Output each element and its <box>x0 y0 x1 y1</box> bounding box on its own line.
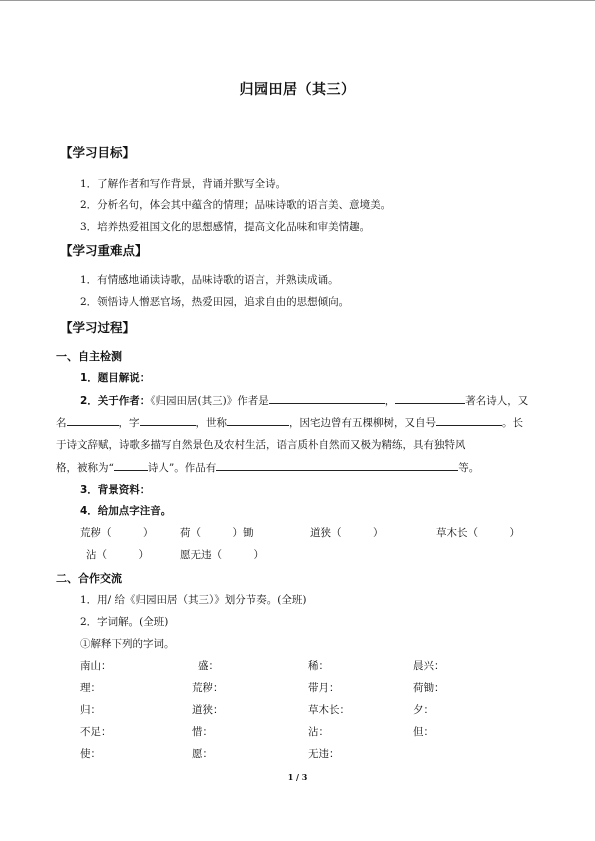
vocab-cell: 南山： <box>80 660 112 672</box>
blank-dynasty[interactable] <box>395 392 465 404</box>
vocab-cell: 不足： <box>80 726 112 738</box>
q3-label: 3．背景资料： <box>80 484 151 496</box>
objective-item-2: 2．分析名句，体会其中蕴含的情理；品味诗歌的语言美、意境美。 <box>80 199 392 211</box>
keypoints-heading: 【学习重难点】 <box>60 243 148 258</box>
phonetic-item[interactable]: 愿无违（ ） <box>180 549 264 561</box>
section1-heading: 一、自主检测 <box>56 350 122 363</box>
vocab-cell: 无违： <box>308 748 340 760</box>
section2-heading: 二、合作交流 <box>56 572 122 585</box>
vocab-cell: 荷锄： <box>413 682 445 694</box>
keypoint-item-2: 2．领悟诗人憎恶官场，热爱田园，追求自由的思想倾向。 <box>80 296 350 308</box>
q2-line-4: 格，被称为“ 诗人”。作品有 等。 <box>56 459 479 475</box>
vocab-cell: 使： <box>80 748 101 760</box>
blank-works[interactable] <box>216 459 458 471</box>
vocab-cell: 归： <box>80 704 101 716</box>
q2-line-3: 于诗文辞赋，诗歌多描写自然景色及农村生活，语言质朴自然而又极为精练，具有独特风 <box>56 439 466 451</box>
q1-label: 1．题目解说： <box>80 372 151 384</box>
vocab-cell: 惜： <box>192 726 213 738</box>
blank-name[interactable] <box>67 414 119 426</box>
q2-label: 2．关于作者： <box>80 395 151 407</box>
section2-item-2: 2．字词解。(全班) <box>80 616 169 628</box>
vocab-cell: 带月： <box>308 682 340 694</box>
page-title: 归园田居（其三） <box>239 82 356 98</box>
process-heading: 【学习过程】 <box>60 320 136 335</box>
vocab-cell: 晨兴： <box>413 660 445 672</box>
q2-line-2: 名 ，字 ，世称 ，因宅边曾有五棵柳树，又自号 。长 <box>56 414 523 430</box>
blank-self-title[interactable] <box>436 414 502 426</box>
section2-item-2-sub: ①解释下列的字词。 <box>80 638 175 650</box>
vocab-cell: 理： <box>80 682 101 694</box>
vocab-cell: 荒秽： <box>192 682 224 694</box>
keypoint-item-1: 1．有情感地诵读诗歌，品味诗歌的语言，并熟读成诵。 <box>80 274 339 286</box>
phonetic-item[interactable]: 荒秽（ ） <box>80 527 154 539</box>
section2-item-1: 1．用/ 给《归园田居（其三）》划分节奏。(全班) <box>80 594 307 606</box>
page-number: 1 / 3 <box>287 772 308 782</box>
blank-poet-type[interactable] <box>114 459 148 471</box>
blank-courtesy-name[interactable] <box>140 414 196 426</box>
phonetic-item[interactable]: 沾（ ） <box>86 549 149 561</box>
q2-line-1: 2．关于作者：《归园田居(其三)》作者是 ， 著名诗人，又 <box>80 392 528 408</box>
vocab-cell: 夕： <box>413 704 434 716</box>
phonetic-item[interactable]: 荷（ ）锄 <box>180 527 254 539</box>
objective-item-3: 3．培养热爱祖国文化的思想感情，提高文化品味和审美情趣。 <box>80 221 371 233</box>
vocab-cell: 沾： <box>308 726 329 738</box>
q4-label: 4．给加点字注音。 <box>80 505 172 517</box>
vocab-cell: 道狭： <box>192 704 224 716</box>
objective-item-1: 1．了解作者和写作背景，背诵并默写全诗。 <box>80 178 287 190</box>
vocab-cell: 但： <box>413 726 434 738</box>
top-rule <box>0 0 595 1</box>
phonetic-item[interactable]: 道狭（ ） <box>310 527 384 539</box>
vocab-cell: 盛： <box>198 660 219 672</box>
objectives-heading: 【学习目标】 <box>60 145 136 160</box>
vocab-cell: 草木长： <box>308 704 350 716</box>
vocab-cell: 稀： <box>308 660 329 672</box>
vocab-cell: 愿： <box>192 748 213 760</box>
phonetic-item[interactable]: 草木长（ ） <box>436 527 520 539</box>
blank-author[interactable] <box>269 392 385 404</box>
blank-title[interactable] <box>227 414 289 426</box>
